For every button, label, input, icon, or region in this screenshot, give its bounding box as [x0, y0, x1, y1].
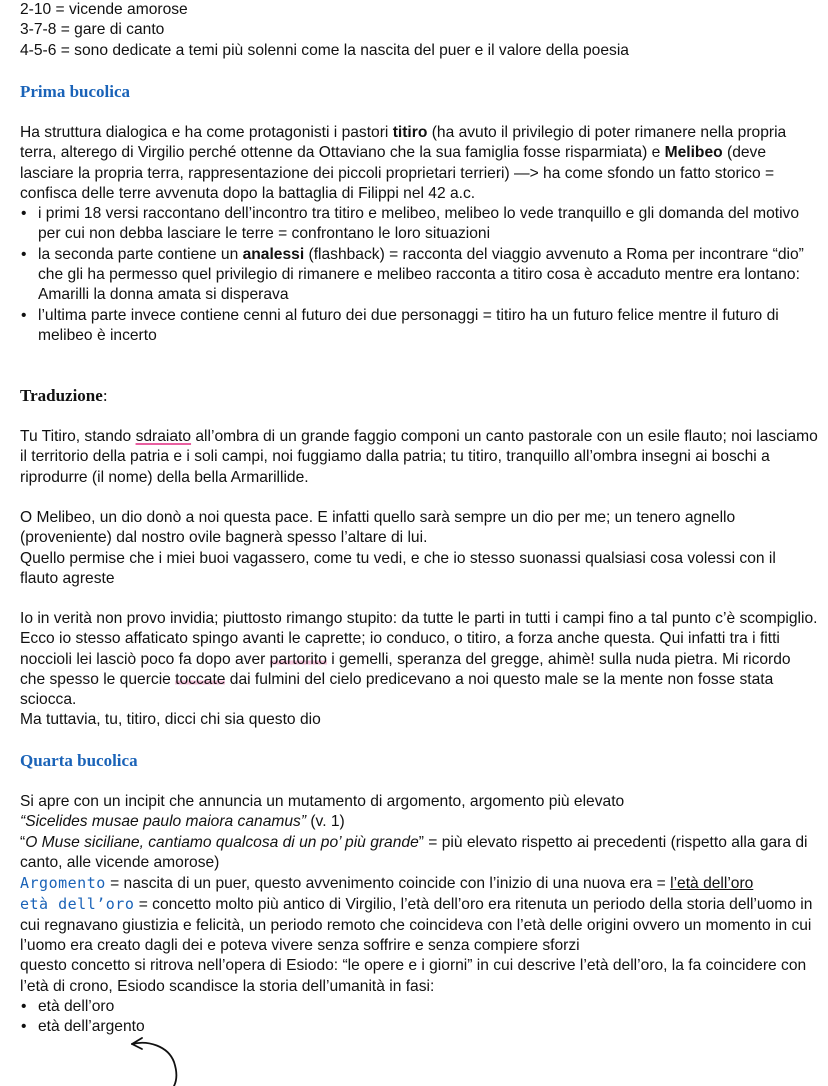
prima-bullet-2 [20, 245, 818, 306]
traduzione-heading-colon: : [102, 386, 108, 405]
handwritten-eta-oro: età dell’oro [20, 895, 135, 914]
intro-block [20, 0, 818, 61]
traduzione-p2 [20, 508, 818, 589]
prima-bullet-3: • l’ultima parte invece contiene cenni al futuro dei due personaggi = titiro ha un futuro felice mentre il futuro di melibeo è incerto [20, 306, 818, 347]
trad-p3-text-b: i gemelli, speranza del gregge, ahimè! sulla nuda pietra. Mi ricordo che spesso le quercie [20, 650, 791, 688]
highlight-sdraiato: sdraiato [135, 428, 192, 445]
traduzione-paragraph-3 [20, 609, 818, 710]
prima-heading: Prima bucolica [20, 82, 131, 101]
hand-drawn-arrow-icon [128, 1032, 188, 1086]
bullet2-text-a: la seconda parte contiene un [38, 245, 243, 263]
quarta-body [20, 792, 818, 1038]
intro-line-3: 4-5-6 = sono dedicate a temi più solenni come la nascita del puer e il valore della poesia [20, 41, 629, 59]
intro-line-1: 2-10 = vicende amorose [20, 1, 188, 18]
eta-oro-text: = concetto molto più antico di Virgilio, l’età dell’oro era ritenuta un periodo della storia dell’uomo in cui regnavano giustizia e felicità, un periodo remoto che coincideva con l’età delle origini ovvero un momento in cui l’uomo era creato dagli dei e poteva vivere senza soffrire e senza compiere sforzi [20, 896, 813, 955]
prima-section [20, 81, 818, 103]
traduzione-paragraph-3b: Ma tuttavia, tu, titiro, dicci chi sia questo dio [20, 711, 321, 729]
trad-p3-text-a: Io in verità non provo invidia; piuttosto rimango stupito: da tutte le parti in tutti i campi fino a tal punto c’è scompiglio. Ecco io stesso affaticato spingo avanti le caprette; io conduco, o titiro, a forza anche questa. Qui infatti tra i fitti noccioli lei lasciò poco fa dopo aver [20, 610, 818, 668]
prima-text-a: Ha struttura dialogica e ha come protagonisti i pastori [20, 124, 393, 141]
traduzione-paragraph-1 [20, 427, 818, 488]
eta-oro-line [20, 894, 818, 956]
bullet2-text-b: (flashback) = racconta del viaggio avvenuto a Roma per incontrare “dio” che gli ha permesso quel privilegio di rimanere e melibeo racconta a titiro cosa è accaduto mentre era lontano: Amarilli la donna amata si disperava [38, 245, 804, 304]
esiodo-line: questo concetto si ritrova nell’opera di Esiodo: “le opere e i giorni” in cui descrive l’età dell’oro, la fa coincidere con l’età di crono, Esiodo scandisce la storia dell’umanità in fasi: [20, 957, 807, 995]
quarta-line-2 [20, 812, 818, 832]
prima-paragraph [20, 123, 818, 204]
trad-p1-text-a: Tu Titiro, stando [20, 428, 136, 445]
traduzione-section [20, 385, 818, 407]
trad-p3-text-c: dai fulmini del cielo predicevano a noi questo male se la mente non fosse stata sciocca. [20, 670, 774, 709]
prima-body [20, 123, 818, 346]
traduzione-heading-text: Traduzione [20, 386, 103, 405]
prima-text-c: (deve lasciare la propria terra, rappresentazione dei piccoli proprietari terrieri) —> ha come sfondo un fatto storico = confisca delle terre avvenuta dopo la battaglia di Filippi nel 42 a.c. [20, 144, 775, 202]
traduzione-heading [20, 385, 818, 407]
fase-item-2: • età dell’argento [20, 1017, 818, 1037]
verse-ref: (v. 1) [306, 813, 345, 831]
prima-bullet-1: • i primi 18 versi raccontano dell’incontro tra titiro e melibeo, melibeo lo vede tranquillo e gli domanda del motivo per cui non debba lasciare le terre = confrontano le loro situazioni [20, 204, 818, 245]
melibeo-bold: Melibeo [664, 144, 723, 162]
prima-text-b: (ha avuto il privilegio di poter rimanere nella propria terra, alterego di Virgilio perché ottenne da Ottaviano che la sua famiglia fosse risparmiata) e [20, 124, 787, 162]
handwritten-argomento: Argomento [20, 874, 106, 893]
eta-oro-underlined: l’età dell’oro [670, 875, 754, 893]
quarta-line-3 [20, 833, 818, 874]
fase-item-1: • età dell’oro [20, 997, 818, 1017]
quarta-line-1: Si apre con un incipit che annuncia un mutamento di argomento, argomento più elevato [20, 793, 625, 810]
latin-quote: “Sicelides musae paulo maiora canamus” [20, 813, 307, 831]
titiro-bold: titiro [392, 124, 428, 141]
traduzione-p1 [20, 427, 818, 488]
traduzione-p3 [20, 609, 818, 731]
highlight-partorito: partorito [269, 650, 327, 668]
analessi-bold: analessi [242, 245, 305, 263]
quarta-heading: Quarta bucolica [20, 751, 138, 770]
intro-line-2: 3-7-8 = gare di canto [20, 21, 165, 39]
trad-p1-text-b: all’ombra di un grande faggio componi un canto pastorale con un esile flauto; noi lasciamo il territorio della patria e i soli campi, noi fuggiamo dalla patria; tu titiro, tranquillo all’ombra insegni ai boschi a riprodurre (il nome) della bella Armarillide. [20, 428, 818, 486]
quarta-line-3-text: ” = più elevato rispetto ai precedenti (rispetto alla gara di canto, alle vicende amorose) [20, 833, 808, 871]
argomento-text: = nascita di un puer, questo avvenimento coincide con l’inizio di una nuova era = [105, 875, 671, 893]
quarta-section [20, 750, 818, 772]
prima-bullets [20, 204, 818, 346]
argomento-line [20, 873, 818, 894]
quote-open: “ [20, 833, 26, 851]
traduzione-paragraph-2b: Quello permise che i miei buoi vagassero, come tu vedi, e che io stesso suonassi qualsiasi cosa volessi con il flauto agreste [20, 549, 776, 587]
italian-quote: O Muse siciliane, cantiamo qualcosa di un po’ più grande [25, 833, 419, 851]
highlight-toccate: toccate [175, 670, 226, 688]
traduzione-paragraph-2a: O Melibeo, un dio donò a noi questa pace. E infatti quello sarà sempre un dio per me; un tenero agnello (proveniente) dal nostro ovile bagnerà spesso l’altare di lui. [20, 509, 736, 547]
